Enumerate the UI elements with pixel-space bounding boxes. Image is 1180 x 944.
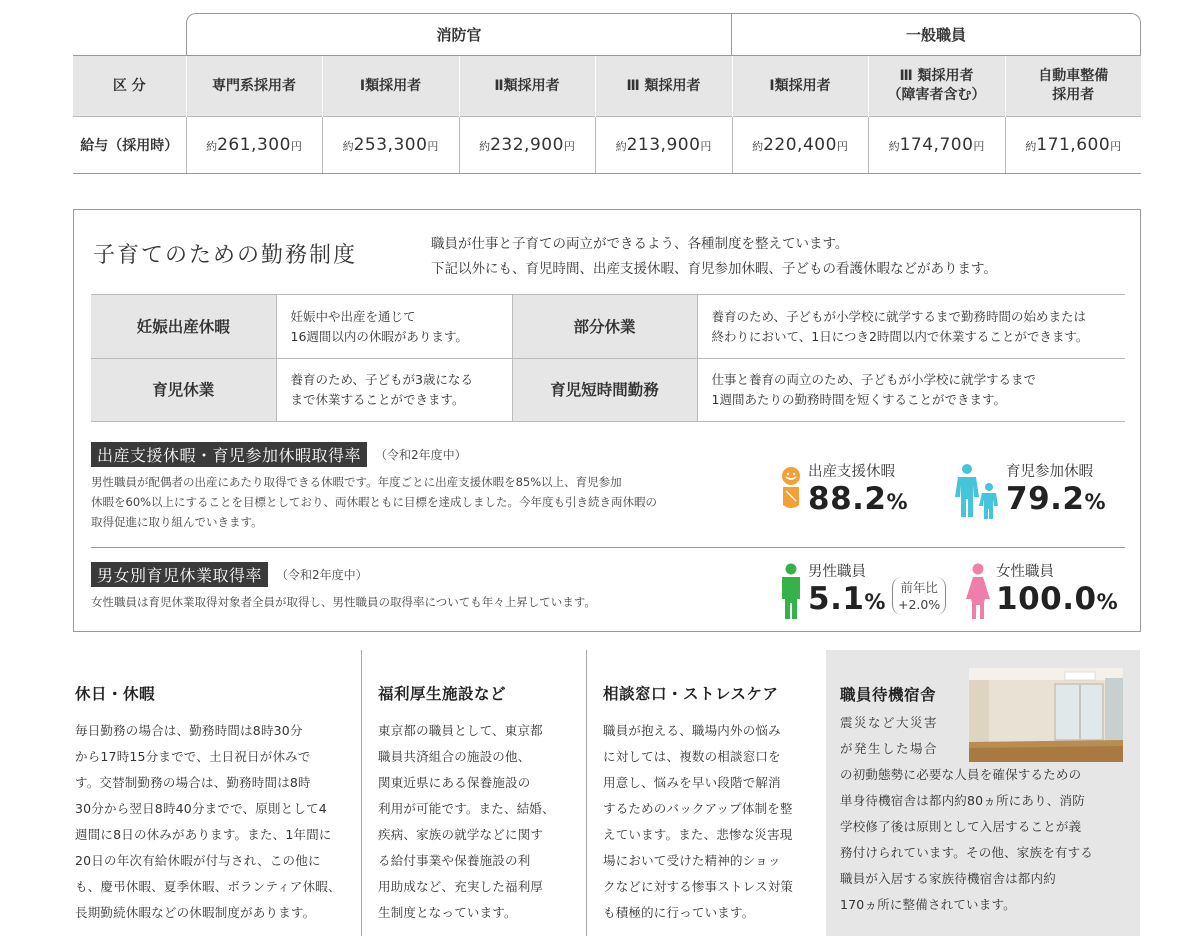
schedule-label: 育児短時間勤務 bbox=[512, 359, 697, 422]
childcare-box bbox=[73, 209, 1141, 632]
column-text: 東京都の職員として、東京都 職員共済組合の施設の他、 関東近県にある保養施設の 利用が可能です。また、結婚、 疾病、家族の就学などに関す る給付事業や保養施設の利 用助成など、充実した福利厚 生制度となっています。 bbox=[378, 723, 555, 920]
schedule-row bbox=[91, 295, 1125, 359]
stat-label: 出産支援休暇 bbox=[808, 464, 895, 480]
column-divider bbox=[586, 650, 587, 936]
gender-rate-heading bbox=[91, 562, 368, 587]
salary-group-header bbox=[73, 13, 1141, 55]
group-general-staff: 一般職員 bbox=[732, 13, 1141, 55]
column-title: 休日・休暇 bbox=[75, 685, 156, 703]
gender-rate-text: 女性職員は育児休業取得対象者全員が取得し、男性職員の取得率についても年々上昇しています。 bbox=[91, 595, 596, 609]
female-icon bbox=[966, 563, 990, 625]
salary-header-row bbox=[73, 56, 1141, 117]
intro-line: 職員が仕事と子育ての両立ができるよう、各種制度を整えています。 bbox=[431, 236, 849, 252]
leave-rate-text: 男性職員が配偶者の出産にあたり取得できる休暇です。年度ごとに出産支援休暇を85%以上、育児参加 休暇を60%以上にすることを目標としており、両休暇ともに目標を達成しました。今年度も引き続き両休暇の 取得促進に取り組んでいきます。 bbox=[91, 475, 658, 529]
schedule-label: 妊娠出産休暇 bbox=[91, 295, 276, 359]
schedule-desc: 仕事と養育の両立のため、子どもが小学校に就学するまで 1週間あたりの勤務時間を短くすることができます。 bbox=[697, 359, 1125, 422]
schedule-desc: 養育のため、子どもが小学校に就学するまで勤務時間の始めまたは 終わりにおいて、1日につき2時間以内で休業することができます。 bbox=[697, 295, 1125, 359]
gender-rate-year: （令和2年度中） bbox=[276, 568, 368, 582]
column-standby-housing bbox=[826, 650, 1140, 936]
salary-row-label: 給与（採用時） bbox=[73, 117, 186, 174]
schedule-desc: 養育のため、子どもが3歳になる まで休業することができます。 bbox=[276, 359, 512, 422]
schedule-label: 部分休業 bbox=[512, 295, 697, 359]
column-text: 職員が抱える、職場内外の悩み に対しては、複数の相談窓口を 用意し、悩みを早い段階で解消 するためのバックアップ体制を整 えています。また、悲惨な災害現 場において受けた精神的ショッ クなどに対する惨事ストレス対策 も積極的に行っています。 bbox=[603, 723, 794, 920]
column-title: 相談窓口・ストレスケア bbox=[603, 685, 779, 703]
childcare-title: 子育てのための勤務制度 bbox=[93, 243, 358, 268]
stat-male bbox=[780, 563, 946, 625]
leave-rate-heading bbox=[91, 442, 467, 467]
salary-cell: 約174,700円 bbox=[868, 117, 1005, 174]
header-general-class1: Ⅰ類採用者 bbox=[732, 56, 868, 117]
salary-cell: 約261,300円 bbox=[186, 117, 322, 174]
group-fire-officer: 消防官 bbox=[186, 13, 732, 55]
parent-child-icon bbox=[954, 463, 1000, 523]
stat-birth-support bbox=[780, 463, 908, 520]
schedule-row bbox=[91, 359, 1125, 422]
header-class3: Ⅲ 類採用者 bbox=[595, 56, 732, 117]
leave-rate-year: （令和2年度中） bbox=[375, 448, 467, 462]
section-divider bbox=[91, 547, 1125, 548]
stat-female bbox=[966, 563, 1118, 625]
stat-label: 男性職員 bbox=[808, 564, 866, 580]
column-welfare bbox=[378, 650, 578, 936]
stat-childcare-participation bbox=[954, 463, 1106, 523]
stat-value: 100.0% bbox=[996, 581, 1119, 617]
stat-value: 5.1% bbox=[808, 581, 886, 617]
column-title: 福利厚生施設など bbox=[378, 685, 507, 703]
schedule-desc: 妊娠中や出産を通じて 16週間以内の休暇があります。 bbox=[276, 295, 512, 359]
column-text: 毎日勤務の場合は、勤務時間は8時30分 から17時15分までで、土日祝日が休みで す。交替制勤務の場合は、勤務時間は8時 30分から翌日8時40分までで、原則として4 週間に8日の休みがあります。また、1年間に 20日の年次有給休暇が付与され、この他に も、慶弔休暇、夏季休暇、ボランティア休暇、 長期勤続休暇などの休暇制度があります。 bbox=[75, 723, 341, 920]
standby-text: の初動態勢に必要な人員を確保するための 単身待機宿舎は都内約80ヵ所にあり、消防 学校修了後は原則として入居することが義 務付けられています。その他、家族を有する 職員が入居する家族待機宿舎は都内約 170ヵ所に整備されています。 bbox=[840, 767, 1094, 912]
salary-cell: 約232,900円 bbox=[459, 117, 595, 174]
schedule-label: 育児休業 bbox=[91, 359, 276, 422]
header-general-class3: Ⅲ 類採用者 （障害者含む） bbox=[868, 56, 1005, 117]
salary-cell: 約253,300円 bbox=[322, 117, 459, 174]
column-holidays bbox=[75, 650, 355, 936]
childcare-intro bbox=[431, 232, 997, 282]
column-consultation bbox=[603, 650, 818, 936]
standby-intro: 震災など大災害 が発生した場合 bbox=[840, 715, 939, 756]
salary-value-row bbox=[73, 117, 1141, 174]
stat-label: 育児参加休暇 bbox=[1006, 464, 1093, 480]
male-icon bbox=[780, 563, 802, 625]
salary-cell: 約220,400円 bbox=[732, 117, 868, 174]
column-divider bbox=[361, 650, 362, 936]
gender-rate-title: 男女別育児休業取得率 bbox=[91, 562, 268, 587]
header-mechanic: 自動車整備 採用者 bbox=[1005, 56, 1141, 117]
header-class2: Ⅱ類採用者 bbox=[459, 56, 595, 117]
stat-value: 79.2% bbox=[1006, 481, 1107, 517]
room-photo bbox=[969, 668, 1123, 762]
stat-value: 88.2% bbox=[808, 481, 909, 517]
stat-label: 女性職員 bbox=[996, 564, 1054, 580]
yoy-compare: 前年比 +2.0% bbox=[892, 577, 946, 615]
baby-icon bbox=[780, 463, 802, 517]
leave-rate-title: 出産支援休暇・育児参加休暇取得率 bbox=[91, 442, 367, 467]
salary-cell: 約171,600円 bbox=[1005, 117, 1141, 174]
header-specialist: 専門系採用者 bbox=[186, 56, 322, 117]
header-category: 区 分 bbox=[73, 56, 186, 117]
salary-table bbox=[73, 13, 1141, 174]
salary-grid bbox=[73, 55, 1141, 174]
column-title: 職員待機宿舎 bbox=[840, 686, 937, 704]
salary-cell: 約213,900円 bbox=[595, 117, 732, 174]
header-class1: Ⅰ類採用者 bbox=[322, 56, 459, 117]
schedule-table bbox=[91, 294, 1125, 422]
intro-line: 下記以外にも、育児時間、出産支援休暇、育児参加休暇、子どもの看護休暇などがあります。 bbox=[431, 261, 997, 277]
